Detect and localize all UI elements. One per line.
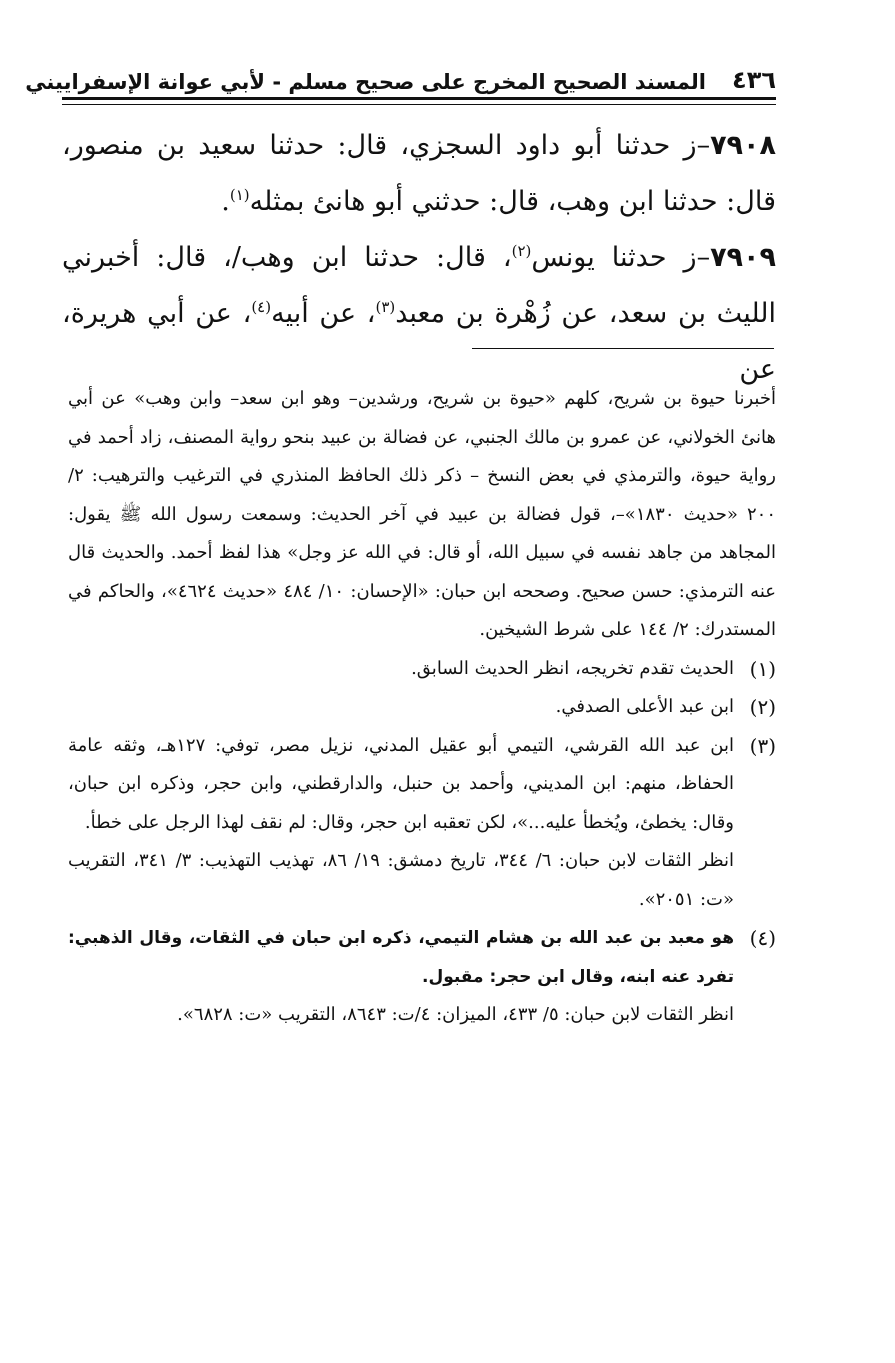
hadith-text: –ز حدثنا يونس: [531, 242, 711, 273]
footnote-separator: [472, 348, 774, 349]
hadith-number: ٧٩٠٨: [710, 130, 776, 161]
footnote-number: (٣): [749, 733, 776, 758]
footnote-text: الحديث تقدم تخريجه، انظر الحديث السابق.: [411, 657, 734, 679]
hadith-7909: [62, 230, 776, 398]
footnote-ref: (٢): [511, 242, 532, 260]
hadith-text: ، عن أبي هريرة، عن: [62, 298, 776, 385]
hadith-number: ٧٩٠٩: [710, 242, 776, 273]
footnote-ref: (١): [229, 186, 250, 204]
hadith-text: –ز حدثنا أبو داود السجزي، قال: حدثنا سعيد بن منصور، قال: حدثنا ابن وهب، قال: حدثني أبو هانئ بمثله: [62, 130, 776, 217]
footnotes: [68, 380, 776, 1035]
hadith-end: .: [221, 186, 230, 217]
page-number: ٤٣٦: [732, 66, 776, 94]
footnote-sources: انظر الثقات لابن حبان: ٥/ ٤٣٣، الميزان: ٤/ت: ٨٦٤٣، التقريب «ت: ٦٨٢٨».: [177, 1004, 734, 1025]
footnote-text: ابن عبد الله القرشي، التيمي أبو عقيل المدني، نزيل مصر، توفي: ١٢٧هـ، وثقه عامة الحفاظ، منهم: ابن المديني، وأحمد بن حنبل، والدارقطني، وابن حجر، وذكره ابن حبان، وقال: يخطئ، ويُخطأ عليه...»، لكن تعقبه ابن حجر، وقال: لم نقف لهذا الرجل على خطأ.: [68, 734, 734, 833]
footnote-4: [68, 919, 776, 1035]
footnote-2: [68, 688, 776, 727]
footnote-1: [68, 650, 776, 689]
header-rule: [62, 97, 776, 100]
main-text: [62, 118, 776, 398]
footnote-text: هو معبد بن عبد الله بن هشام التيمي، ذكره ابن حبان في الثقات، وقال الذهبي: تفرد عنه ابنه، وقال ابن حجر: مقبول.: [68, 928, 734, 987]
running-title: المسند الصحيح المخرج على صحيح مسلم - لأبي عوانة الإسفراييني: [25, 70, 706, 94]
footnote-number: (٢): [749, 695, 776, 719]
footnote-continuation: أخبرنا حيوة بن شريح، كلهم «حيوة بن شريح، ورشدين– وهو ابن سعد– وابن وهب» عن أبي هانئ الخولاني، عن عمرو بن مالك الجنبي، عن فضالة بن عبيد بنحو رواية المصنف، زاد أحمد في رواية حيوة، والترمذي في بعض النسخ – ذكر ذلك الحافظ المنذري في الترغيب والترهيب: ٢/ ٢٠٠ «حديث ١٨٣٠»–، قول فضالة بن عبيد في آخر الحديث: وسمعت رسول الله ﷺ يقول: المجاهد من جاهد نفسه في سبيل الله، أو قال: في الله عز وجل» هذا لفظ أحمد. والحديث قال عنه الترمذي: حسن صحيح. وصححه ابن حبان: «الإحسان: ١٠/ ٤٨٤ «حديث ٤٦٢٤»، والحاكم في المستدرك: ٢/ ١٤٤ على شرط الشيخين.: [68, 388, 777, 640]
footnote-number: (١): [749, 656, 776, 681]
footnote-text: ابن عبد الأعلى الصدفي.: [555, 696, 734, 717]
footnote-ref: (٤): [251, 298, 272, 316]
hadith-text: ، عن أبيه: [271, 298, 376, 329]
hadith-7908: [62, 118, 776, 230]
footnote-number: (٤): [749, 926, 776, 950]
footnote-3: [68, 727, 776, 920]
hadith-text: ، قال: حدثنا ابن وهب/، قال: أخبرني الليث بن سعد، عن زُهْرة بن معبد: [62, 242, 777, 329]
header-rule-thin: [62, 104, 776, 105]
page-header: [25, 60, 776, 100]
footnote-sources: انظر الثقات لابن حبان: ٦/ ٣٤٤، تاريخ دمشق: ١٩/ ٨٦، تهذيب التهذيب: ٣/ ٣٤١، التقريب «ت: ٢٠٥١».: [68, 850, 734, 910]
footnote-ref: (٣): [375, 298, 396, 316]
